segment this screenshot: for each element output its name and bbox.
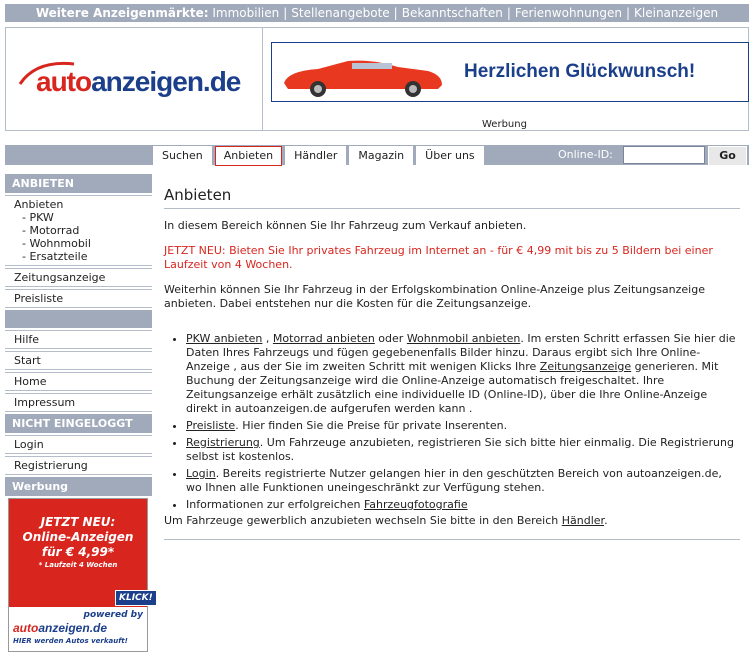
- logo-area[interactable]: [6, 28, 263, 130]
- online-id-label: Online-ID:: [558, 148, 613, 161]
- tab-magazin[interactable]: Magazin: [349, 146, 413, 166]
- tab-anbieten[interactable]: Anbieten: [215, 146, 282, 166]
- list-item: • Registrierung. Um Fahrzeuge anzubieten, registrieren Sie sich bitte hier einmalig. Die Registrierung selbst ist kostenlos.: [186, 436, 740, 464]
- list-item: • Informationen zur erfolgreichen Fahrzeugfotografie: [186, 498, 740, 512]
- page-title: Anbieten: [164, 186, 232, 204]
- sidebar-section-anbieten: ANBIETEN: [5, 174, 152, 193]
- sidebar-item-home[interactable]: Home: [5, 372, 152, 391]
- ad-headline: JETZT NEU: Online-Anzeigen für € 4,99*: [22, 515, 134, 559]
- sidebar-item-motorrad[interactable]: - Motorrad: [22, 224, 80, 237]
- sidebar-item-anbieten[interactable]: Anbieten: [14, 198, 64, 211]
- offer-list: [164, 332, 740, 515]
- sidebar-section-nicht-eingeloggt: NICHT EINGELOGGT: [5, 414, 152, 433]
- banner-ad-label: Werbung: [482, 119, 527, 130]
- sidebar-item-wohnmobil[interactable]: - Wohnmobil: [22, 237, 91, 250]
- promo-text: JETZT NEU: Bieten Sie Ihr privates Fahrzeug im Internet an - für € 4,99 mit bis zu 5 Bildern bei einer Laufzeit von 4 Wochen.: [164, 244, 713, 271]
- link-haendler[interactable]: Händler: [561, 514, 605, 527]
- link-preisliste[interactable]: Preisliste: [186, 419, 236, 432]
- link-zeitungsanzeige[interactable]: Zeitungsanzeige: [539, 360, 632, 373]
- sidebar-section-werbung: Werbung: [5, 477, 152, 496]
- ad-footnote: * Laufzeit 4 Wochen: [38, 561, 118, 569]
- sidebar-item-ersatzteile[interactable]: - Ersatzteile: [22, 250, 88, 263]
- list-item: • Preisliste. Hier finden Sie die Preise für private Inserenten.: [186, 419, 740, 433]
- link-registrierung[interactable]: Registrierung: [186, 436, 260, 449]
- online-id-input[interactable]: [623, 146, 705, 164]
- market-link-stellenangebote[interactable]: Stellenangebote: [291, 6, 390, 20]
- car-icon: [278, 47, 448, 97]
- ad-powered-by: powered by: [83, 610, 143, 620]
- site-header: [5, 27, 749, 131]
- ad-logo: autoanzeigen.de: [13, 621, 108, 635]
- sidebar-item-registrierung[interactable]: Registrierung: [5, 456, 152, 475]
- sidebar-item-zeitungsanzeige[interactable]: Zeitungsanzeige: [5, 268, 152, 287]
- list-item: • Login. Bereits registrierte Nutzer gelangen hier in den geschützten Bereich von autoanzeigen.de, wo Ihnen alle Funktionen uneingeschränkt zur Verfügung stehen.: [186, 467, 740, 495]
- link-fahrzeugfotografie[interactable]: Fahrzeugfotografie: [363, 498, 468, 511]
- sidebar-item-login[interactable]: Login: [5, 435, 152, 454]
- intro-text: In diesem Bereich können Sie Ihr Fahrzeug zum Verkauf anbieten.: [164, 219, 527, 232]
- main-content: [164, 186, 740, 204]
- banner-headline: Herzlichen Glückwunsch!: [464, 61, 696, 82]
- market-link-kleinanzeigen[interactable]: Kleinanzeigen: [634, 6, 719, 20]
- title-divider: [164, 208, 740, 209]
- sidebar-ad[interactable]: [8, 498, 153, 652]
- ad-klick-button[interactable]: KLICK!: [115, 590, 157, 606]
- sidebar-item-start[interactable]: Start: [5, 351, 152, 370]
- sidebar-item-preisliste[interactable]: Preisliste: [5, 289, 152, 308]
- main-nav: [5, 145, 749, 165]
- tab-suchen[interactable]: Suchen: [153, 146, 212, 166]
- market-link-immobilien[interactable]: Immobilien: [212, 6, 280, 20]
- link-wohnmobil-anbieten[interactable]: Wohnmobil anbieten: [406, 332, 521, 345]
- go-button[interactable]: Go: [708, 146, 747, 166]
- sidebar: [5, 174, 152, 652]
- market-link-ferienwohnungen[interactable]: Ferienwohnungen: [514, 6, 622, 20]
- markets-bar: Weitere Anzeigenmärkte: Immobilien | Stellenangebote | Bekanntschaften | Ferienwohnungen | Kleinanzeigen: [5, 4, 749, 22]
- sidebar-spacer: [5, 310, 152, 328]
- tab-ueber-uns[interactable]: Über uns: [416, 146, 484, 166]
- combo-text: Weiterhin können Sie Ihr Fahrzeug in der Erfolgskombination Online-Anzeige plus Zeitungsanzeige anbieten. Dabei entstehen nur die Kosten für die Zeitungsanzeige.: [164, 283, 705, 310]
- sidebar-item-impressum[interactable]: Impressum: [5, 393, 152, 412]
- sidebar-item-pkw[interactable]: - PKW: [22, 211, 54, 224]
- tab-haendler[interactable]: Händler: [285, 146, 346, 166]
- bottom-divider: [164, 539, 740, 540]
- list-item: • PKW anbieten , Motorrad anbieten oder Wohnmobil anbieten. Im ersten Schritt erfassen Sie hier die Daten Ihres Fahrzeugs und fügen gegebenenfalls Bilder hinzu. Daraus ergibt sich Ihre Online-Anzeige , aus der Sie im zweiten Schritt mit wenigen Klicks Ihre Zeitungsanzeige generieren. Mit Buchung der Zeitungsanzeige wird die Online-Anzeige automatisch freigeschaltet. Ihre Zeitungsanzeige erhält zusätzlich eine individuelle ID (Online-ID), über die Ihre Online-Anzeige direkt in autoanzeigen.de aufgerufen werden kann .: [186, 332, 740, 416]
- markets-label: Weitere Anzeigenmärkte:: [35, 6, 209, 20]
- ad-brand-panel: [9, 607, 147, 651]
- site-logo[interactable]: autoanzeigen.de: [36, 66, 241, 97]
- link-login[interactable]: Login: [186, 467, 216, 480]
- ad-tagline: HIER werden Autos verkauft!: [13, 637, 128, 645]
- header-banner[interactable]: [271, 42, 749, 102]
- market-link-bekanntschaften[interactable]: Bekanntschaften: [401, 6, 503, 20]
- link-motorrad-anbieten[interactable]: Motorrad anbieten: [272, 332, 375, 345]
- sidebar-item-anbieten-group: [5, 195, 152, 266]
- link-pkw-anbieten[interactable]: PKW anbieten: [186, 332, 263, 345]
- sidebar-item-hilfe[interactable]: Hilfe: [5, 330, 152, 349]
- dealer-note: Um Fahrzeuge gewerblich anzubieten wechseln Sie bitte in den Bereich Händler.: [164, 514, 608, 527]
